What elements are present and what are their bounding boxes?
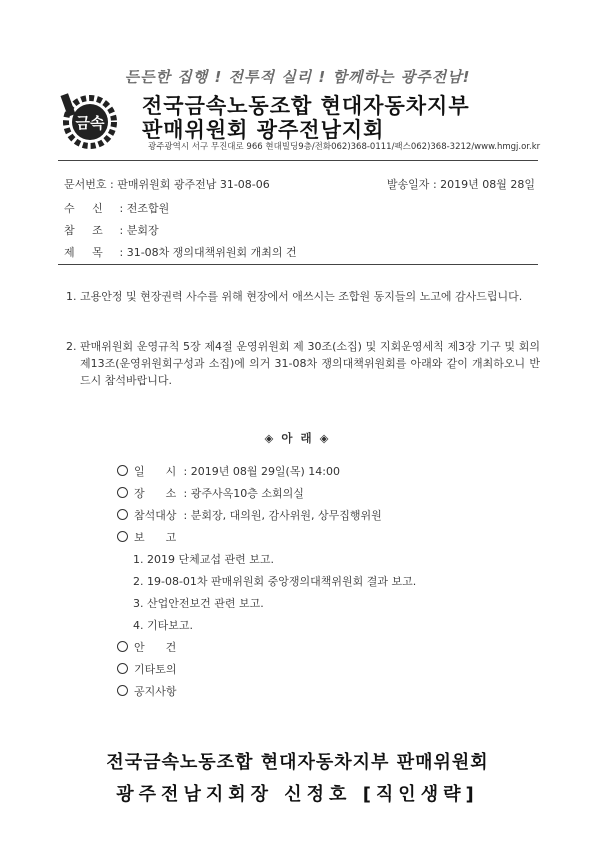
doc-number-label: 문서번호 (64, 178, 107, 191)
doc-number: 판매위원회 광주전남 31-08-06 (117, 178, 270, 191)
org-name-line2: 판매위원회 광주전남지회 (142, 118, 385, 142)
agenda-date-label: 일 시 (134, 465, 177, 478)
sent-date-row: 발송일자 : 2019년 08월 28일 (386, 178, 535, 191)
circle-bullet-icon (117, 465, 128, 476)
agenda-date: 일 시 : 2019년 08월 29일(목) 14:00 (117, 465, 416, 487)
org-address: 광주광역시 서구 무진대로 966 현대빌딩9층/전화062)368-0111/팩스062)368-3212/www.hmgj.or.kr (148, 142, 541, 152)
report-item: 1. 2019 단체교섭 관련 보고. (133, 553, 274, 566)
paragraph-number: 2. (66, 340, 77, 353)
report-item: 2. 19-08-01차 판매위원회 중앙쟁의대책위원회 결과 보고. (133, 575, 417, 588)
circle-bullet-icon (117, 509, 128, 520)
agenda-misc (117, 663, 416, 685)
paragraph-text: 고용안정 및 현장권력 사수를 위해 현장에서 애쓰시는 조합원 동지들의 노고에 감사드립니다. (80, 290, 523, 303)
paragraph-2 (66, 338, 540, 389)
report-item: 4. 기타보고. (133, 619, 193, 632)
reference: 분회장 (126, 224, 159, 237)
paragraph-text: 판매위원회 운영규칙 5장 제4절 운영위원회 제 30조(소집) 및 지회운영세칙 제3장 기구 및 회의 제13조(운영위원회구성과 소집)에 의거 31-08차 쟁의대책위원회를 아래와 같이 개최하오니 반드시 참석바랍니다. (80, 340, 540, 387)
agenda-attendees: 참석대상 : 분회장, 대의원, 감사위원, 상무집행위원 (117, 509, 416, 531)
header-rule-top (58, 160, 538, 161)
sent-date-label: 발송일자 (386, 178, 430, 191)
agenda-attendees-value: 분회장, 대의원, 감사위원, 상무집행위원 (190, 509, 382, 522)
circle-bullet-icon (117, 685, 128, 696)
agenda-items-label: 안 건 (134, 641, 177, 654)
recipient: 전조합원 (126, 202, 170, 215)
arae-heading: ◈ 아 래 ◈ (264, 431, 331, 445)
union-logo (60, 90, 132, 150)
agenda-items (117, 641, 416, 663)
agenda-list (117, 465, 416, 707)
circle-bullet-icon (117, 641, 128, 652)
sent-date: 2019년 08월 28일 (440, 178, 535, 191)
agenda-notice (117, 685, 416, 707)
subject: 31-08차 쟁의대책위원회 개최의 건 (126, 246, 297, 259)
doc-number-row: 문서번호 : 판매위원회 광주전남 31-08-06 (64, 178, 270, 191)
header-rule-bottom (58, 264, 538, 265)
paragraph-1 (66, 288, 540, 305)
recipient-row: 수 신 : 전조합원 (64, 202, 170, 215)
agenda-report (117, 531, 416, 553)
circle-bullet-icon (117, 663, 128, 674)
subject-row: 제 목 : 31-08차 쟁의대책위원회 개최의 건 (64, 246, 297, 259)
agenda-date-value: 2019년 08월 29일(목) 14:00 (190, 465, 340, 478)
recipient-label: 수 신 (64, 202, 103, 215)
slogan: 든든한 집행 ! 전투적 실리 ! 함께하는 광주전남! (124, 68, 471, 86)
footer-org: 전국금속노동조합 현대자동차지부 판매위원회 (106, 752, 489, 773)
agenda-place-value: 광주사옥10층 소회의실 (190, 487, 304, 500)
circle-bullet-icon (117, 487, 128, 498)
agenda-attendees-label: 참석대상 (134, 509, 177, 522)
footer-signature: 광주전남지회장 신정호 [직인생략] (116, 784, 479, 805)
agenda-place-label: 장 소 (134, 487, 177, 500)
report-item: 3. 산업안전보건 관련 보고. (133, 597, 264, 610)
agenda-misc-label: 기타토의 (134, 663, 177, 676)
org-name-line1: 전국금속노동조합 현대자동차지부 (142, 94, 470, 118)
circle-bullet-icon (117, 531, 128, 542)
reference-row: 참 조 : 분회장 (64, 224, 159, 237)
reference-label: 참 조 (64, 224, 103, 237)
agenda-report-label: 보 고 (134, 531, 177, 544)
agenda-place: 장 소 : 광주사옥10층 소회의실 (117, 487, 416, 509)
agenda-notice-label: 공지사항 (134, 685, 177, 698)
paragraph-number: 1. (66, 290, 77, 303)
logo-text: 금속 (75, 114, 105, 132)
subject-label: 제 목 (64, 246, 103, 259)
